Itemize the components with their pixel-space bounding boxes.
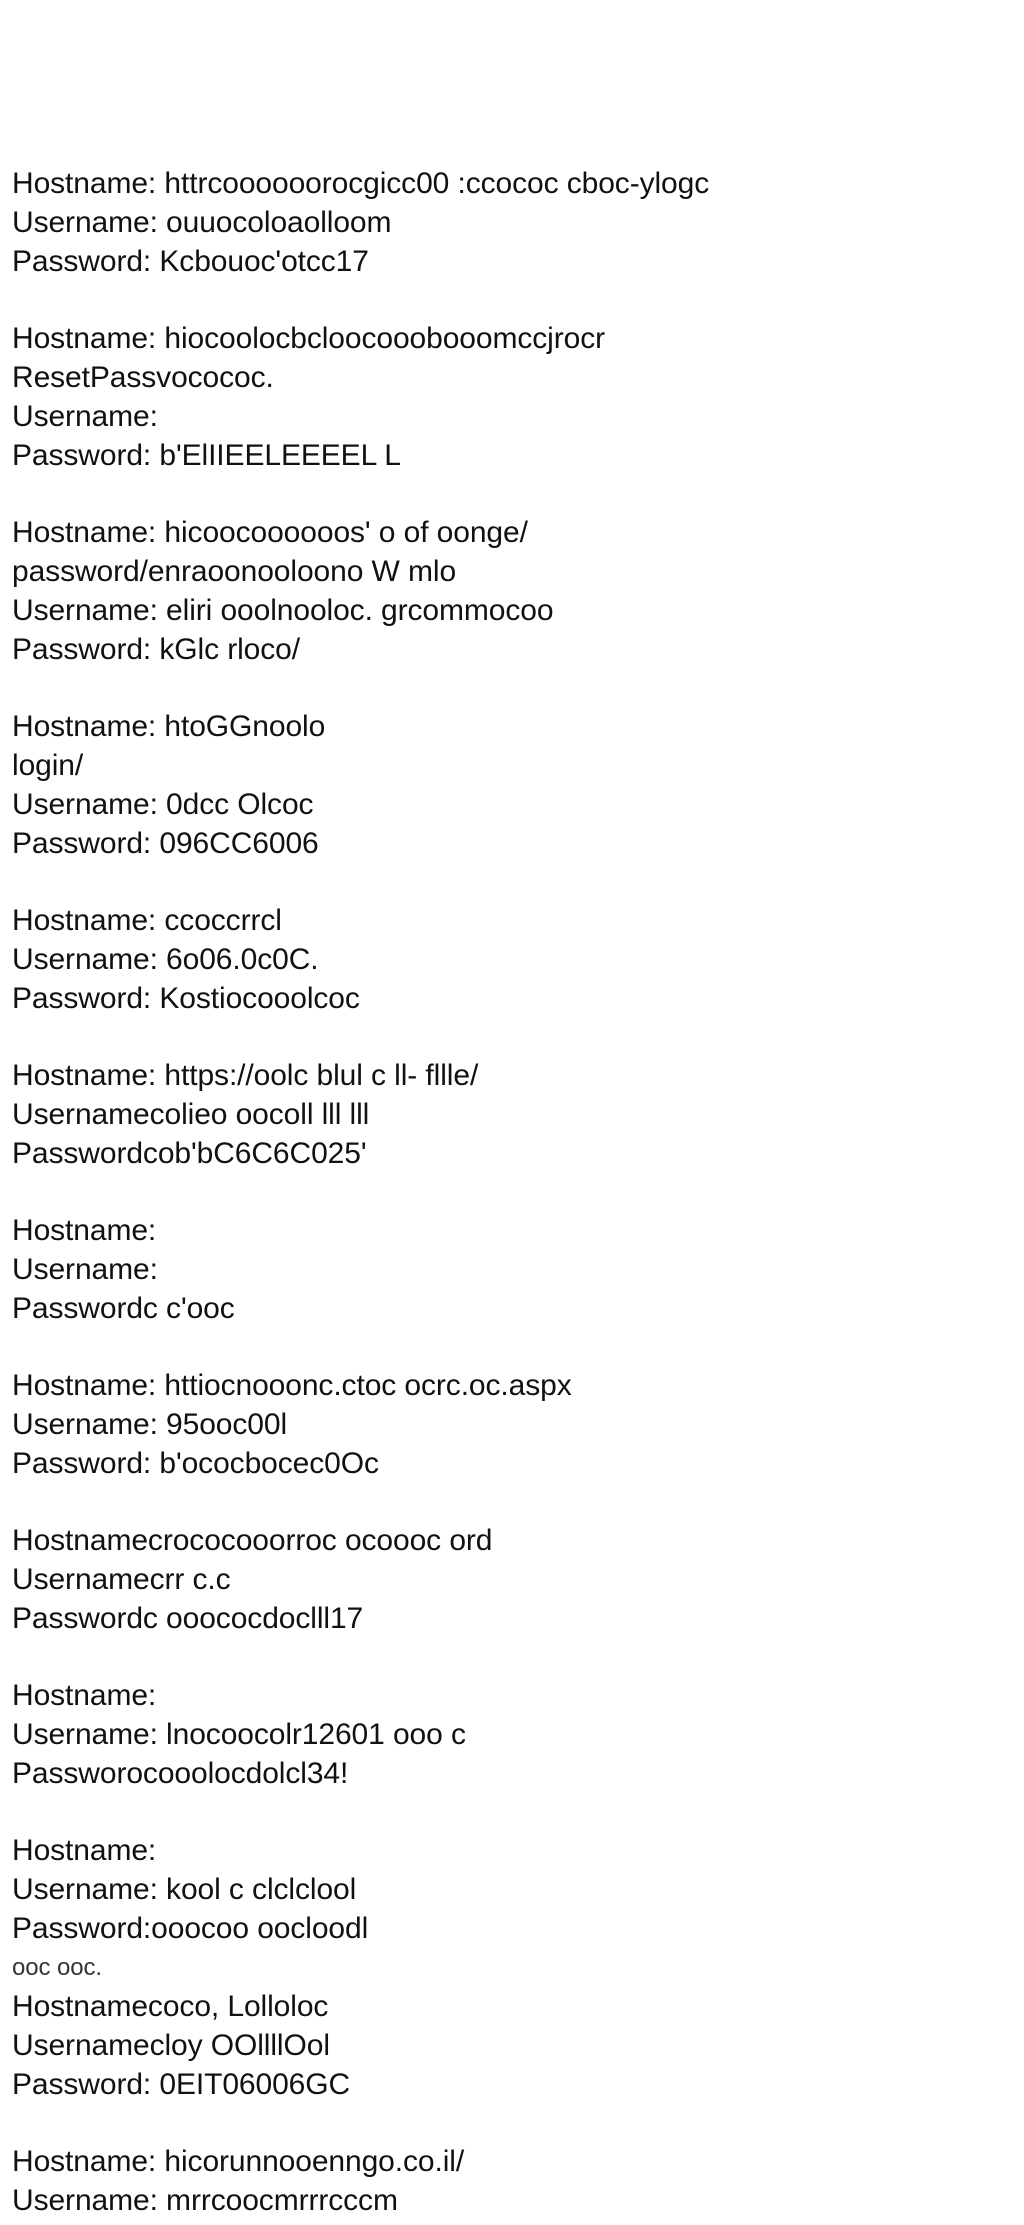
credential-entry-13 xyxy=(12,2142,1012,2220)
entry-4-hostname: Hostname: htoGGnoolo xyxy=(12,710,326,743)
entry-9-password: Passwordc ooococdoclll17 xyxy=(12,1602,364,1635)
entry-11-hostname: Hostname: xyxy=(12,1834,157,1867)
entry-2-password: Password: b'ElIIEELEEEEL L xyxy=(12,439,401,472)
entry-10-hostname: Hostname: xyxy=(12,1679,157,1712)
entry-2-username: Username: xyxy=(12,400,158,433)
entry-7-password: Passwordc c'ooc xyxy=(12,1292,235,1325)
entry-8-username: Username: 95ooc00l xyxy=(12,1408,288,1441)
entry-4-password: Password: 096CC6006 xyxy=(12,827,319,860)
entry-4-hostname-continued: login/ xyxy=(12,749,84,782)
credential-entry-8 xyxy=(12,1366,1012,1483)
entry-12-password: Password: 0EIT06006GC xyxy=(12,2068,351,2101)
entry-2-hostname-continued: ResetPassvocococ. xyxy=(12,361,274,394)
entry-9-username: Usernamecrr c.c xyxy=(12,1563,231,1596)
entry-3-hostname: Hostname: hicoocoooooos' o of oonge/ xyxy=(12,516,528,549)
credential-entry-7 xyxy=(12,1211,1012,1328)
entry-9-hostname: Hostnamecrococooorroc ocoooc ord xyxy=(12,1524,493,1557)
entry-8-password: Password: b'ococbocec0Oc xyxy=(12,1447,379,1480)
entry-1-hostname: Hostname: httrcoooooorocgicc00 :ccococ cboc-ylogc xyxy=(12,167,710,200)
entry-6-hostname: Hostname: https://oolc blul c ll- fllle/ xyxy=(12,1059,479,1092)
entry-3-password: Password: kGlc rloco/ xyxy=(12,633,300,666)
password-list xyxy=(12,164,1012,2225)
entry-3-hostname-continued: password/enraoonooloono W mlo xyxy=(12,555,457,588)
credential-entry-4 xyxy=(12,707,1012,863)
entry-12-username: Usernamecloy OOllllOol xyxy=(12,2029,330,2062)
entry-5-username: Username: 6o06.0c0C. xyxy=(12,943,319,976)
credential-entry-1 xyxy=(12,164,1012,281)
entry-11-password-continued: ooc ooc. xyxy=(12,1954,102,1981)
credential-entry-3 xyxy=(12,513,1012,669)
entry-7-username: Username: xyxy=(12,1253,158,1286)
entry-8-hostname: Hostname: httiocnooonc.ctoc ocrc.oc.aspx xyxy=(12,1369,572,1402)
entry-11-username: Username: kool c clclclool xyxy=(12,1873,357,1906)
entry-1-password: Password: Kcbouoc'otcc17 xyxy=(12,245,369,278)
credential-entry-10 xyxy=(12,1676,1012,1793)
entry-5-hostname: Hostname: ccoccrrcl xyxy=(12,904,282,937)
credential-entry-9 xyxy=(12,1521,1012,1638)
credential-entry-2 xyxy=(12,319,1012,475)
entry-6-username: Usernamecolieo oocoll lll lll xyxy=(12,1098,370,1131)
entry-13-hostname: Hostname: hicorunnooenngo.co.il/ xyxy=(12,2145,465,2178)
credential-entry-6 xyxy=(12,1056,1012,1173)
entry-12-hostname: Hostnamecoco, Lolloloc xyxy=(12,1990,329,2023)
entry-2-hostname: Hostname: hiocoolocbcloocooobooomccjrocr xyxy=(12,322,605,355)
entry-1-username: Username: ouuocoloaolloom xyxy=(12,206,392,239)
entry-10-username: Username: lnocoocolr12601 ooo c xyxy=(12,1718,466,1751)
credential-entry-11 xyxy=(12,1831,1012,2104)
entry-4-username: Username: 0dcc Olcoc xyxy=(12,788,314,821)
entry-13-username: Username: mrrcoocmrrrcccm xyxy=(12,2184,398,2217)
entry-10-password: Passworocooolocdolcl34! xyxy=(12,1757,349,1790)
entry-6-password: Passwordcob'bC6C6C025' xyxy=(12,1137,367,1170)
entry-5-password: Password: Kostiocooolcoc xyxy=(12,982,360,1015)
entry-7-hostname: Hostname: xyxy=(12,1214,157,1247)
credential-entry-5 xyxy=(12,901,1012,1018)
entry-3-username: Username: eliri ooolnooloc. grcommocoo xyxy=(12,594,554,627)
entry-11-password: Password:ooocoo oocloodl xyxy=(12,1912,369,1945)
